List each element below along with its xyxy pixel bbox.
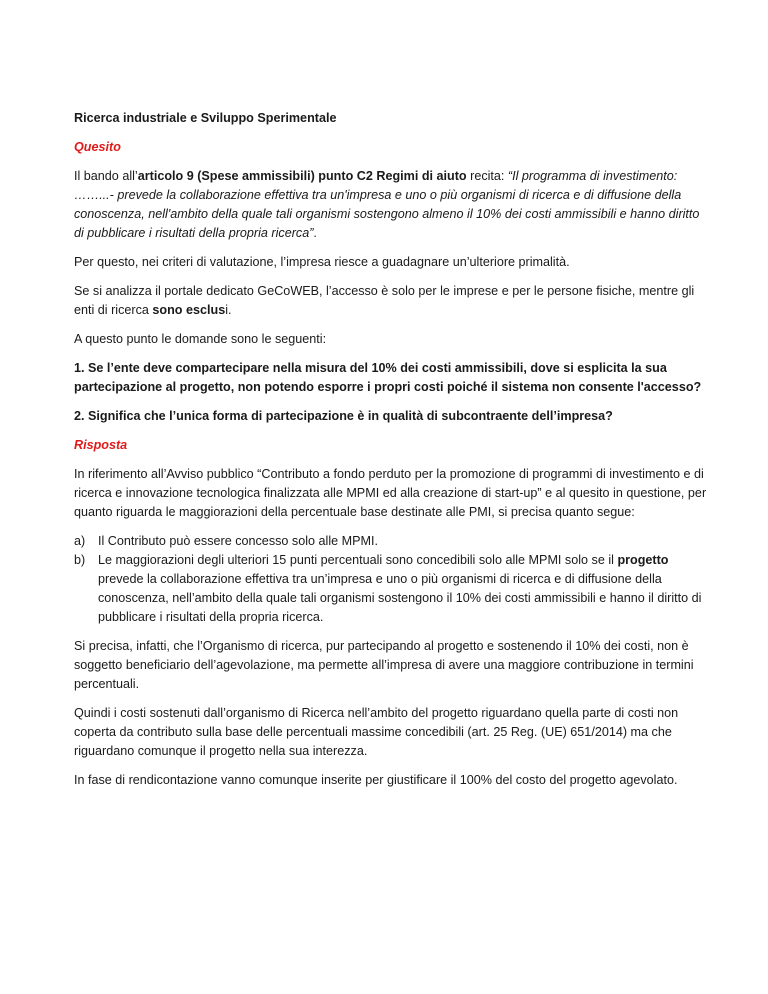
risposta-paragraph-4: In fase di rendicontazione vanno comunque inserite per giustificare il 100% del costo del progetto agevolato. [74, 773, 678, 787]
document-title: Ricerca industriale e Sviluppo Sperimentale [74, 111, 337, 125]
question-1: 1. Se l’ente deve compartecipare nella misura del 10% dei costi ammissibili, dove si esplicita la sua partecipazione al progetto, non potendo esporre i propri costi poiché il sistema non consente l'accesso? [74, 361, 702, 394]
risposta-intro: In riferimento all’Avviso pubblico “Contributo a fondo perduto per la promozione di programmi di investimento e di ricerca e innovazione tecnologica finalizzata alle MPMI ed alla creazione di start-up” e al quesito in questione, per quanto riguarda le maggiorazioni della percentuale base destinate alle PMI, si precisa quanto segue: [74, 467, 707, 519]
risposta-heading: Risposta [74, 438, 128, 452]
quesito-paragraph-1: Il bando all’articolo 9 (Spese ammissibili) punto C2 Regimi di aiuto recita: “Il programma di investimento: ……...- prevede la collaborazione effettiva tra un'impresa e uno o più organismi di ricerca e di diffusione della conoscenza, nell'ambito della quale tali organismi sostengono almeno il 10% dei costi ammissibili e hanno diritto di pubblicare i risultati della propria ricerca”. [74, 169, 700, 240]
risposta-paragraph-2: Si precisa, infatti, che l’Organismo di ricerca, pur partecipando al progetto e sostenendo il 10% dei costi, non è soggetto beneficiario dell’agevolazione, ma permette all’impresa di avere una maggiore contribuzione in termini percentuali. [74, 639, 694, 691]
risposta-paragraph-3: Quindi i costi sostenuti dall’organismo di Ricerca nell’ambito del progetto riguardano quella parte di costi non coperta da contributo sulla base delle percentuali massime concedibili (art. 25 Reg. (UE) 651/2014) ma che riguardano comunque il progetto nella sua interezza. [74, 706, 679, 758]
list-marker: a) [74, 534, 86, 548]
question-2: 2. Significa che l’unica forma di partecipazione è in qualità di subcontraente dell’impresa? [74, 409, 613, 423]
quesito-paragraph-4: A questo punto le domande sono le seguenti: [74, 332, 327, 346]
risposta-list [74, 532, 710, 627]
document-body [74, 109, 710, 800]
list-marker: b) [74, 553, 86, 567]
quesito-heading: Quesito [74, 140, 121, 154]
quesito-paragraph-2: Per questo, nei criteri di valutazione, l’impresa riesce a guadagnare un’ulteriore primalità. [74, 255, 570, 269]
quesito-paragraph-3: Se si analizza il portale dedicato GeCoWEB, l’accesso è solo per le imprese e per le persone fisiche, mentre gli enti di ricerca sono esclusi. [74, 284, 695, 317]
list-item: a) Il Contributo può essere concesso solo alle MPMI. [74, 532, 710, 551]
list-item: b) Le maggiorazioni degli ulteriori 15 punti percentuali sono concedibili solo alle MPMI solo se il progetto prevede la collaborazione effettiva tra un’impresa e uno o più organismi di ricerca e di diffusione della conoscenza, nell’ambito della quale tali organismi sostengono il 10% dei costi ammissibili e hanno il diritto di pubblicare i risultati della propria ricerca. [74, 553, 702, 624]
